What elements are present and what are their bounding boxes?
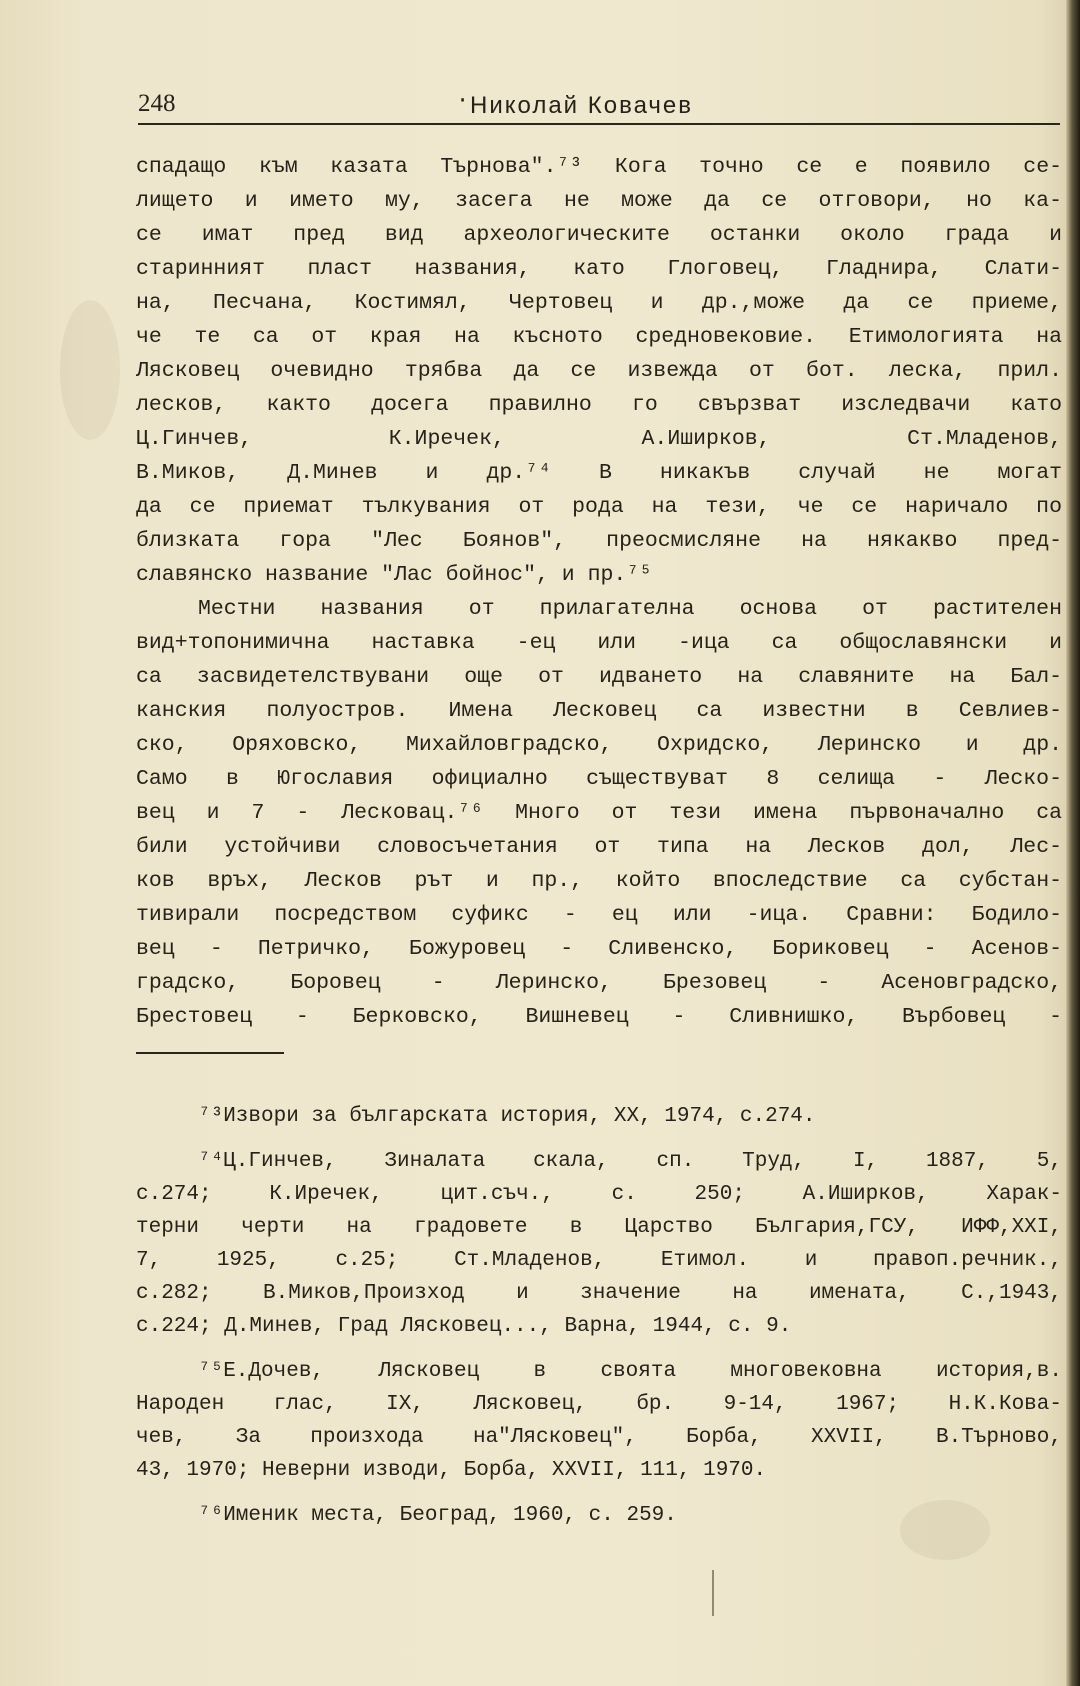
- footnote-75: ⁷⁵Е.Дочев, Лясковец в своята многовековна история,в.: [198, 1360, 1062, 1383]
- page-header: [138, 88, 1058, 124]
- paper-stain: [60, 300, 120, 440]
- footnote-line: 43, 1970; Неверни изводи, Борба, XXVII, 111, 1970.: [136, 1459, 767, 1482]
- text-line: да се приемат тълкувания от рода на тези, че се наричало по: [136, 495, 1062, 519]
- text-line: Брестовец - Берковско, Вишневец - Сливнишко, Върбовец -: [136, 1005, 1062, 1029]
- footnote-74: ⁷⁴Ц.Гинчев, Зиналата скала, сп. Труд, I, 1887, 5,: [198, 1150, 1062, 1173]
- text-line: вец - Петричко, Божуровец - Сливенско, Бориковец - Асенов-: [136, 937, 1062, 961]
- text-line: били устойчиви словосъчетания от типа на Лесков дол, Лес-: [136, 835, 1062, 859]
- ink-mark: [712, 1570, 714, 1616]
- footnote-line: с.282; В.Миков,Произход и значение на имената, С.,1943,: [136, 1282, 1062, 1305]
- running-head-author: Николай Ковачев: [470, 92, 693, 119]
- footnote-line: с.274; К.Иречек, цит.съч., с. 250; А.Иширков, Харак-: [136, 1183, 1062, 1206]
- text-line: вид+топонимична наставка -ец или -ица са общославянски и: [136, 631, 1062, 655]
- footnotes: [136, 1100, 1062, 1532]
- text-line: градско, Боровец - Леринско, Брезовец - Асеновградско,: [136, 971, 1062, 995]
- main-text: [136, 150, 1062, 1034]
- text-line: Местни названия от прилагателна основа от растителен: [198, 597, 1062, 621]
- text-line: ско, Оряховско, Михайловградско, Охридско, Леринско и др.: [136, 733, 1062, 757]
- page-edge-shadow: [1066, 0, 1080, 1686]
- text-line: че те са от края на късното средновековие. Етимологията на: [136, 325, 1062, 349]
- text-line: се имат пред вид археологическите останки около града и: [136, 223, 1062, 247]
- footnote-73: ⁷³Извори за българската история, XX, 1974, с.274.: [198, 1105, 816, 1128]
- text-line: лесков, както досега правилно го свързват изследвачи като: [136, 393, 1062, 417]
- text-line: старинният пласт названия, като Глоговец, Гладнира, Слати-: [136, 257, 1062, 281]
- text-line: Ц.Гинчев, К.Иречек, А.Иширков, Ст.Младенов,: [136, 427, 1062, 451]
- text-line: вец и 7 - Лесковац.⁷⁶ Много от тези имена първоначално са: [136, 801, 1062, 825]
- text-line: са засвидетелствувани още от идването на славяните на Бал-: [136, 665, 1062, 689]
- header-rule: [138, 123, 1060, 125]
- text-line: тивирали посредством суфикс - ец или -ица. Сравни: Бодило-: [136, 903, 1062, 927]
- footnote-rule: [136, 1052, 284, 1054]
- footnote-line: с.224; Д.Минев, Град Лясковец..., Варна, 1944, с. 9.: [136, 1315, 792, 1338]
- text-line: на, Песчана, Костимял, Чертовец и др.,може да се приеме,: [136, 291, 1062, 315]
- text-line: лището и името му, засега не може да се отговори, но ка-: [136, 189, 1062, 213]
- text-line: славянско название "Лас бойнос", и пр.⁷⁵: [136, 563, 653, 587]
- footnote-line: Народен глас, IX, Лясковец, бр. 9-14, 1967; Н.К.Кова-: [136, 1393, 1062, 1416]
- header-dot: ·: [456, 88, 470, 113]
- text-line: Само в Югославия официално съществуват 8 селища - Леско-: [136, 767, 1062, 791]
- text-line: близката гора "Лес Боянов", преосмисляне на някакво пред-: [136, 529, 1062, 553]
- footnote-76: ⁷⁶Именик места, Београд, 1960, с. 259.: [198, 1504, 677, 1527]
- footnote-line: чев, За произхода на"Лясковец", Борба, XXVII, В.Търново,: [136, 1426, 1062, 1449]
- footnote-line: 7, 1925, с.25; Ст.Младенов, Етимол. и правоп.речник.,: [136, 1249, 1062, 1272]
- text-line: В.Миков, Д.Минев и др.⁷⁴ В никакъв случай не могат: [136, 461, 1062, 485]
- text-line: ков връх, Лесков рът и пр., който впоследствие са субстан-: [136, 869, 1062, 893]
- text-line: канския полуостров. Имена Лесковец са известни в Севлиев-: [136, 699, 1062, 723]
- page-number: 248: [138, 90, 176, 117]
- footnote-line: терни черти на градовете в Царство България,ГСУ, ИФФ,XXI,: [136, 1216, 1062, 1239]
- text-line: спадащо към казата Търнова".⁷³ Кога точно се е появило се-: [136, 155, 1062, 179]
- text-line: Лясковец очевидно трябва да се извежда от бот. леска, прил.: [136, 359, 1062, 383]
